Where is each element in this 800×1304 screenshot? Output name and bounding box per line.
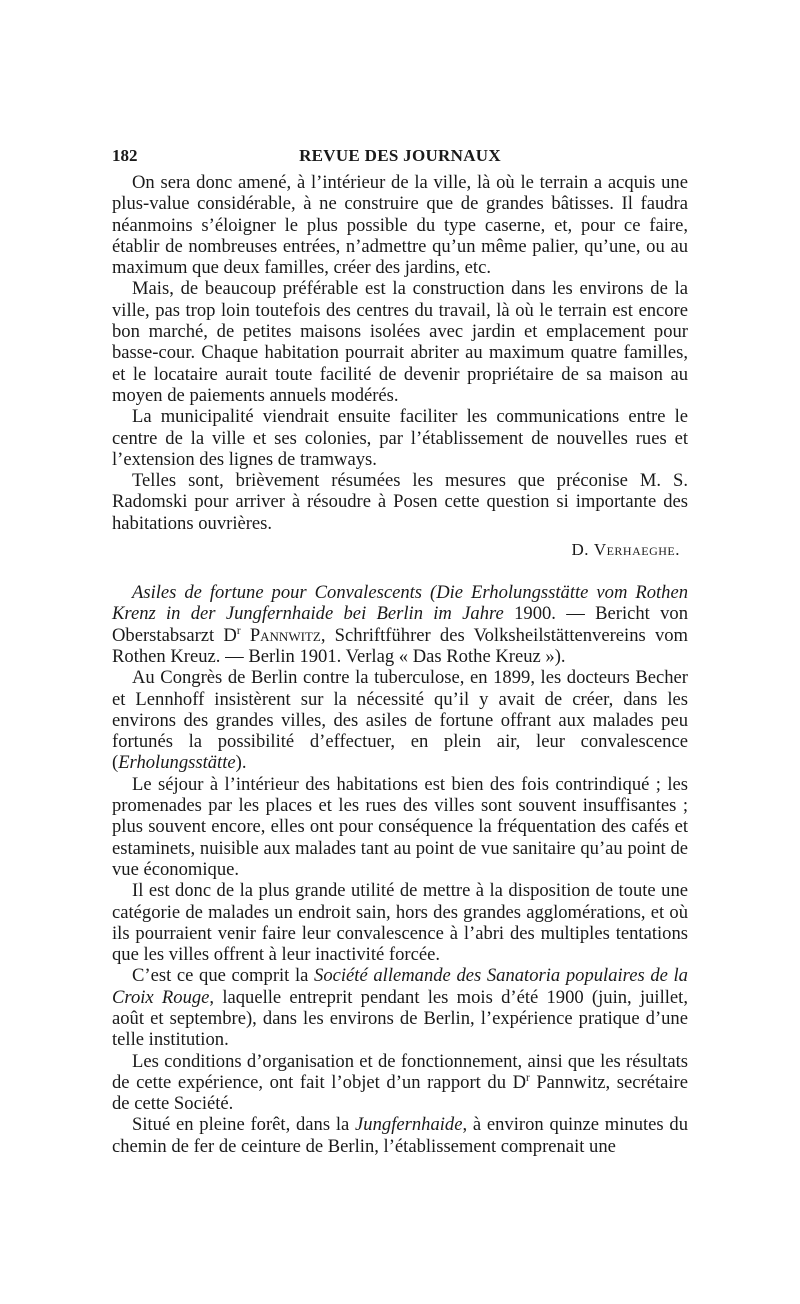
paragraph: La municipalité viendrait ensuite faciliter les communications entre le centre de la ville et ses colonies, par l’établissement de nouvelles rues et l’extension des lignes de tramways. — [112, 406, 688, 470]
article-citation-a: — Bericht von Oberstabsarzt D — [112, 603, 689, 646]
signature-name: Verhaeghe. — [593, 540, 680, 560]
paragraph: Le séjour à l’intérieur des habitations est bien des fois contrindiqué ; les promenades par les places et les rues des villes sont souvent insuffisantes ; plus souvent encore, elles ont pour conséquence la fréquentation des cafés et estaminets, nuisible aux malades tant au point de vue sanitaire qu’au point de vue économique. — [112, 773, 688, 880]
article-citation-b: , Schriftführer des Volksheilstättenvereins vom Rothen Kreuz. — Berlin 1901. Verlag « Das Rothe Kreuz »). — [112, 624, 688, 667]
paragraph-text: , à environ quinze minutes du chemin de fer de ceinture de Berlin, l’établissement comprenait une — [112, 1114, 689, 1157]
paragraph-text: C’est ce que comprit la — [132, 965, 315, 987]
paragraph-italic: Jungfernhaide — [355, 1114, 463, 1136]
page — [112, 142, 688, 1157]
paragraph-italic: Société allemande des Sanatoria populaires de la Croix Rouge — [112, 965, 688, 1008]
paragraph-text: , laquelle entreprit pendant les mois d’été 1900 (juin, juillet, août et septembre), dans les environs de Berlin, l’expérience pratique d’une telle institution. — [112, 986, 688, 1051]
paragraph — [112, 965, 688, 1050]
author-signature — [112, 540, 680, 560]
paragraph-italic: Erholungsstätte — [118, 752, 236, 774]
paragraph: Mais, de beaucoup préférable est la construction dans les environs de la ville, pas trop loin toutefois des centres du travail, là où le terrain est encore bon marché, de petites maisons isolées avec jardin et emplacement pour basse-cour. Chaque habitation pourrait abriter au maximum quatre familles, et le locataire aurait toute facilité de devenir propriétaire de sa maison au moyen de paiements annuels modérés. — [112, 278, 688, 406]
article-title-de: (Die Erholungsstätte vom Rothen Krenz in der Jungfernhaide bei Berlin im Jahre — [112, 582, 688, 625]
page-header — [112, 142, 688, 172]
paragraph: Telles sont, brièvement résumées les mesures que préconise M. S. Radomski pour arriver à résoudre à Posen cette question si importante des habitations ouvrières. — [112, 470, 688, 534]
paragraph-text: Au Congrès de Berlin contre la tuberculose, en 1899, les docteurs Becher et Lennhoff insistèrent sur la nécessité qu’il y avait de créer, dans les environs des grandes villes, des asiles de fortune offrant aux malades peu fortunés la possibilité d’effectuer, en plein air, leur convalescence ( — [112, 667, 688, 774]
page-number: 182 — [112, 146, 138, 165]
article-title-fr: Asiles de fortune pour Convalescents — [132, 582, 423, 604]
running-title: REVUE DES JOURNAUX — [299, 146, 501, 165]
article-heading — [112, 582, 688, 667]
paragraph: On sera donc amené, à l’intérieur de la ville, là où le terrain a acquis une plus-value considérable, à ne construire que de grandes bâtisses. Il faudra néanmoins s’éloigner le plus possible du type caserne, et, pour ce faire, établir de nombreuses entrées, n’admettre qu’un même palier, qu’une, ou au maximum que deux familles, créer des jardins, etc. — [112, 172, 688, 279]
dr-superscript: r — [236, 624, 241, 637]
signature-initial: D. — [571, 540, 590, 560]
dr-superscript: r — [526, 1071, 530, 1084]
paragraph — [112, 1114, 688, 1157]
paragraph — [112, 667, 688, 773]
paragraph-text: Pannwitz, secrétaire de cette Société. — [112, 1071, 688, 1115]
article-author: Pannwitz — [249, 624, 321, 646]
paragraph-text: ). — [235, 752, 247, 774]
section-gap — [112, 560, 688, 582]
paragraph-text: Les conditions d’organisation et de fonctionnement, ainsi que les résultats de cette expérience, ont fait l’objet d’un rapport du D — [112, 1050, 688, 1093]
paragraph-text: Situé en pleine forêt, dans la — [132, 1114, 356, 1136]
paragraph — [112, 1051, 688, 1115]
paragraph: Il est donc de la plus grande utilité de mettre à la disposition de toute une catégorie de malades un endroit sain, hors des grandes agglomérations, et où ils pourraient venir faire leur convalescence à l’abri des multiples tentations que les villes offrent à leur inactivité forcée. — [112, 880, 688, 966]
article-year: 1900. — [514, 603, 556, 625]
